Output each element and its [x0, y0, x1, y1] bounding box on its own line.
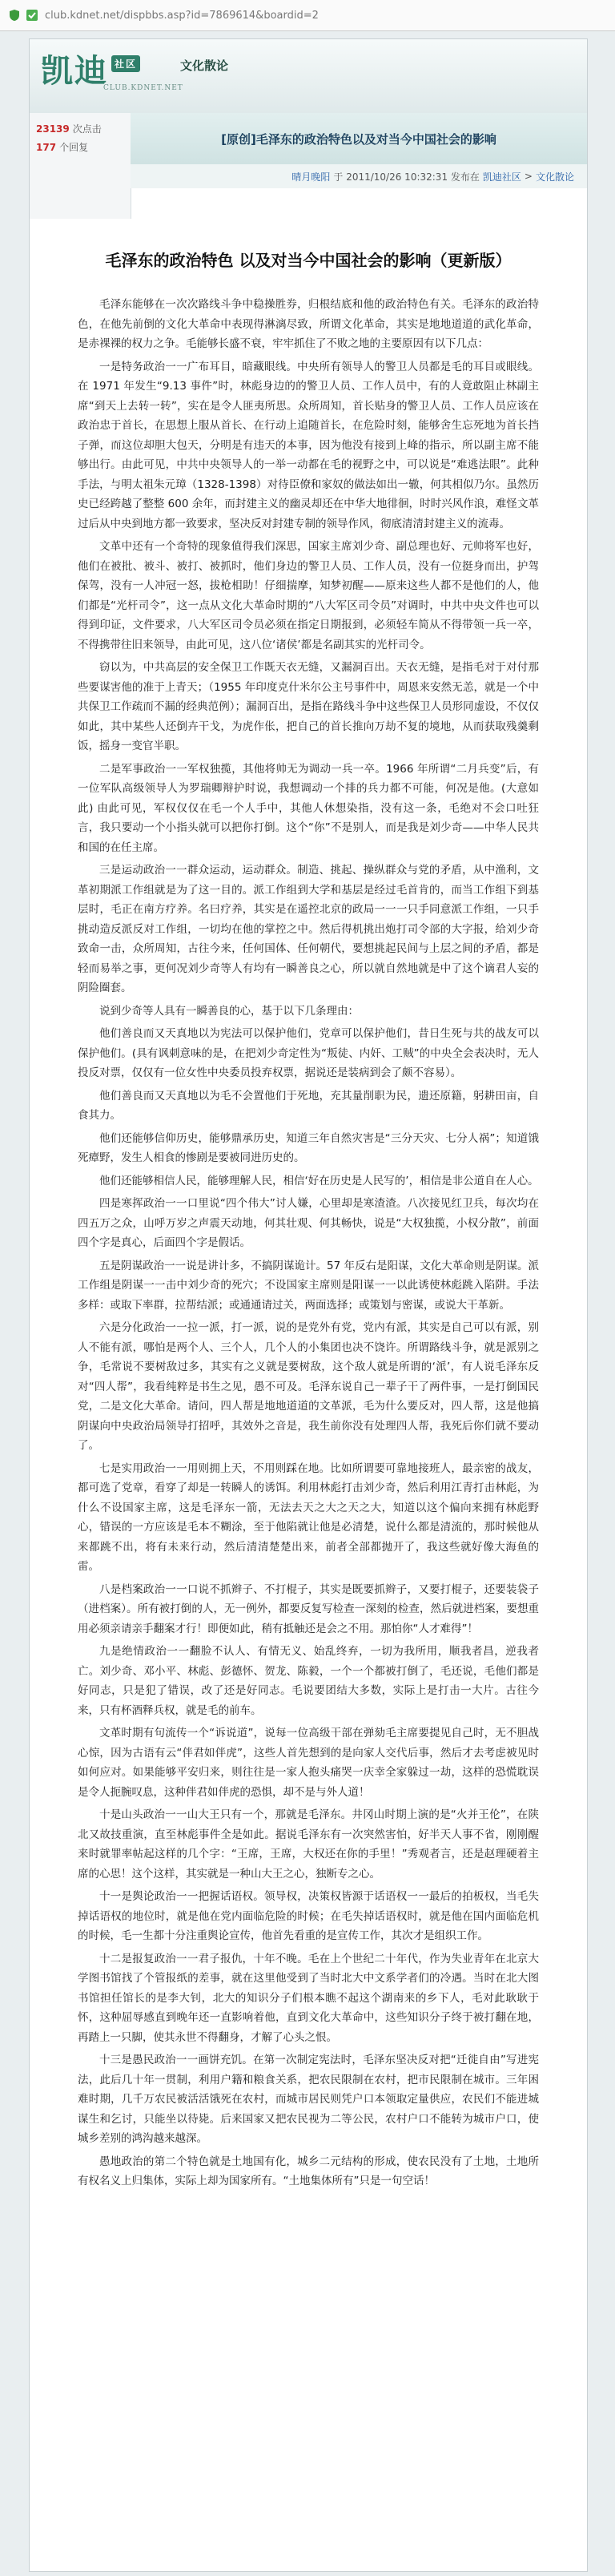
post-stats-panel: [30, 113, 131, 219]
logo-subtitle: CLUB.KDNET.NET: [103, 84, 183, 92]
article-paragraph: 他们善良而又天真地以为宪法可以保护他们，党章可以保护他们，昔日生死与共的战友可以保护他们。(具有讽刺意味的是，在把刘少奇定性为“叛徒、内奸、工贼”的中央全会表决时，无人投反对票，仅仅有一位女性中央委员投弃权票，据说还是装病到会了颇不容易）。: [78, 1027, 539, 1079]
url-text[interactable]: club.kdnet.net/dispbbs.asp?id=7869614&boardid=2: [45, 9, 319, 22]
replies-stat: [30, 138, 131, 156]
section-name[interactable]: 文化散论: [180, 58, 229, 73]
article-paragraph: 一是特务政治一一广布耳目，暗藏眼线。中央所有领导人的警卫人员都是毛的耳目或眼线。在 1971 年发生“9.13 事件”时，林彪身边的的警卫人员、工作人员中，有的人竟敢阻止林副主席“到天上去转一转”，实在是令人匪夷所思。众所周知，首长贴身的警卫人员、工作人员应该在政治忠于首长，在思想上服从首长、在行动上追随首长，在危险时刻，能够舍生忘死地为首长挡子弹，而这位却胆大包天，分明是有违天的本事，因为他没有接到上峰的指示，所以副主席不能够出行。由此可见，中共中央领导人的一举一动都在毛的视野之中，可以说是“难逃法眼”。此种手法，与明太祖朱元璋（1328-1398）对待臣僚和家奴的做法如出一辙，何其相似乃尔。虽然历史已经跨越了整整 600 余年，而封建主义的幽灵却还在中华大地徘徊，时时兴风作浪，难怪文革过后从中央到地方都一致要求，坚决反对封建专制的领导作风，彻底清清封建主义的流毒。: [78, 360, 539, 530]
article-paragraph: 四是寒挥政治一一口里说“四个伟大”讨人嫌，心里却是寒渣渣。八次接见红卫兵，每次均在四五万之众，山呼万岁之声震天动地，何其壮观、何其畅快，说是“大权独揽，小权分散”，前面四个字是真心，后面四个字是假话。: [78, 1197, 539, 1249]
article-paragraph: 他们善良而又天真地以为毛不会置他们于死地，充其量削职为民，遗还原籍，躬耕田亩，自食其力。: [78, 1089, 539, 1122]
author-link[interactable]: 晴月晚阳: [291, 171, 331, 183]
views-label: 次点击: [72, 123, 102, 135]
article-paragraph: 他们还能够相信人民，能够理解人民，相信‘好在历史是人民写的’，相信是非公道自在人心。: [99, 1174, 539, 1187]
article-paragraph: 九是绝情政治一一翻脸不认人、有情无义、始乱终弃，一切为我所用，顺我者昌，逆我者亡。刘少奇、邓小平、林彪、彭德怀、贺龙、陈毅，一个一个都被打倒了，毛还说，毛他们都是好同志，只是犯了错误，改了还是好同志。毛说要团结大多数，实际上是打击一大片。古往今来，只有杯酒释兵权，就是毛的前车。: [78, 1645, 539, 1717]
site-banner: [30, 39, 587, 114]
browser-address-bar[interactable]: [0, 0, 615, 31]
article-paragraph: 五是阴谋政治一一说是讲计多，不搞阴谋诡计。57 年反右是阳谋，文化大革命则是阴谋。派工作组是阴谋一一击中刘少奇的死穴；不设国家主席则是阳谋一一以此诱使林彪跳入陷阱。手法多样：或取下率群，拉帮结派；或通通请过关，两面选择；或策划与密谋，或说大干革新。: [78, 1259, 539, 1312]
sub-board-link[interactable]: 文化散论: [535, 171, 574, 183]
article-paragraph: 窃以为，中共高层的安全保卫工作既天衣无缝，又漏洞百出。天衣无缝，是指毛对于对付那些要谋害他的准于上青天；（1955 年印度克什米尔公主号事件中，周恩来安然无恙，就是一个中共保卫工作疏而不漏的经典范例）；漏洞百出，是指在路线斗争中这些保卫人员形同虚设，不仅仅如此，其中某些人还倒卉干戈，为虎作伥，把自己的首长推向万劫不复的境地，从而获取残羹剩饭，摇身一变官半职。: [78, 661, 539, 752]
article-paragraph: 愚地政治的第二个特色就是土地国有化，城乡二元结构的形成，使农民没有了土地，土地所有权名义上归集体，实际上却为国家所有。“土地集体所有”只是一句空话！: [78, 2155, 539, 2187]
article-paragraph: 二是军事政治一一军权独揽，其他将帅无为调动一兵一卒。1966 年所谓“二月兵变”后，有一位军队高级领导人为罗瑞卿辩护时说，我想调动一个排的兵力都不可能，何况是他。(大意如此) 由此可见，军权仅仅在毛一个人手中，其他人休想染指，没有这一条，毛绝对不会口吐狂言，我只要动一个小指头就可以把你打倒。这个“你”不是别人，而是我是刘少奇——中华人民共和国的在任主席。: [78, 762, 539, 854]
site-logo[interactable]: [41, 46, 183, 92]
forum-page: [29, 38, 588, 2572]
article-paragraph: 他们还能够信仰历史，能够鼎承历史，知道三年自然灾害是“三分天灾、七分人祸”；知道饿死瘴野，发生人相食的惨剧是要被同进历史的。: [78, 1131, 539, 1164]
article-paragraph: 说到少奇等人具有一瞬善良的心，基于以下几条理由：: [99, 1004, 359, 1018]
banner-post-title: [原创]毛泽东的政治特色以及对当今中国社会的影响: [221, 131, 496, 147]
replies-count: 177: [36, 142, 57, 153]
posted-time: 于 2011/10/26 10:32:31 发布在: [333, 171, 480, 183]
board-link[interactable]: 凯迪社区: [482, 171, 521, 183]
breadcrumb-separator: >: [524, 171, 533, 182]
article-paragraph: 八是档案政治一一口说不抓辫子、不打棍子，其实是既要抓辫子，又要打棍子，还要装袋子（进档案）。所有被打倒的人，无一例外，都要反复写检查一深刻的检查，然后就进档案，要想重用必须亲请亲手翻案才行！即便如此，稍有抵触还是会之不用。那怕你“人才难得”！: [78, 1582, 539, 1635]
article-paragraph: 十三是愚民政治一一画饼充饥。在第一次制定宪法时，毛泽东坚决反对把“迁徙自由”写进宪法，此后几十年一贯制，利用户籍和粮食关系，把农民限制在农村，把市民限制在城市。三年困难时期，几千万农民被活活饿死在农村，而城市居民则凭户口本领取定量供应，农民们不能进城谋生和乞讨，只能坐以待毙。后来国家又把农民视为二等公民，农村户口不能转为城市户口，使城乡差别的鸿沟越来越深。: [78, 2054, 539, 2145]
article-body: [78, 248, 539, 2195]
security-shield-icon: [8, 9, 21, 22]
article-paragraph: 三是运动政治一一群众运动，运动群众。制造、挑起、操纵群众与党的矛盾，从中渔利，文革初期派工作组就是为了这一目的。派工作组到大学和基层是经过毛首肯的，而当工作组下到基层时，毛正在南方疗养。名曰疗养，其实是在遥控北京的政局一一一只手同意派工作组，一只手挑动造反派反对工作组，一切均在他的掌控之中。然后得机挑出炮打司令部的大字报，给刘少奇致命一击，众所周知，古往今来，任何国体、任何朝代，要想挑起民间与上层之间的矛盾，都是轻而易举之事，更何况刘少奇等人有均有一瞬善良之心，所以就自然地就是中了这个谪君人妄的阴险圈套。: [78, 864, 539, 994]
logo-text: 凯迪: [41, 52, 108, 90]
article-paragraph: 十二是报复政治一一君子报仇，十年不晚。毛在上个世纪二十年代，作为失业青年在北京大学图书馆找了个管报纸的差事，就在这里他受到了当时北大中文系学者们的冷遇。当时在北大图书馆担任馆长的是李大钊，北大的知识分子们根本瞧不起这个湖南来的乡下人，毛对此耿耿于怀，这种屈辱感直到晚年还一直影响着他，直到文化大革命中，这些知识分子终于被打翻在地，再踏上一只脚，使其永世不得翻身，才解了心头之恨。: [78, 1952, 539, 2044]
views-stat: [30, 119, 131, 138]
article-paragraph: 十一是舆论政治一一把握话语权。领导权，决策权皆源于话语权一一最后的拍板权，当毛失掉话语权的地位时，就是他在党内面临危险的时候；在毛失掉话语权时，就是他在国内面临危机的时候，毛一生都十分注重舆论宣传，他首先看重的是宣传工作，其次才是组织工作。: [78, 1890, 539, 1942]
verified-check-icon: [26, 9, 38, 22]
replies-label: 个回复: [59, 142, 89, 153]
article-paragraph: 文革中还有一个奇特的现象值得我们深思，国家主席刘少奇、副总理也好、元帅将军也好，他们在被批、被斗、被打、被抓时，他们身边的警卫人员、工作人员，没有一位挺身而出，护驾保驾，没有一人冲冠一怒，拔枪相助！仔细揣摩，知梦初醒——原来这些人都不是他们的人，他们都是“光杆司令”，这一点从文化大革命时期的“八大军区司令员”对调时，中共中央文件也可以得到印证，文件要求，八大军区司令员必须在指定日期报到，必须轻车简从不得带领一兵一卒，不得携带往旧来领导，由此可见，这八位‘诸侯’都是名副其实的光杆司令。: [78, 540, 539, 651]
article-title: 毛泽东的政治特色 以及对当今中国社会的影响（更新版）: [105, 251, 512, 270]
views-count: 23139: [36, 123, 70, 135]
article-paragraph: 文革时期有句流传一个“诉说道”，说每一位高级干部在弹劾毛主席要提见自己时，无不胆战心惊，因为古语有云“伴君如伴虎”，这些人首先想到的是向家人交代后事，然后才去考虑被见时如何应对。如果能够平安归来，则往往是一家人抱头痛哭一庆幸全家躲过一劫，这样的恐慌耽误是令人扼腕叹息，这种伴君如伴虎的恐惧，却不是与外人道！: [78, 1727, 539, 1799]
article-paragraph: 毛泽东能够在一次次路线斗争中稳操胜券，归根结底和他的政治特色有关。毛泽东的政治特色，在他先前倒的文化大革命中表现得淋漓尽致，所谓文化革命，其实是地地道道的武化革命，是赤裸裸的权力之争。毛能够长盛不衰，牢牢抓住了不败之地的主要原因有以下几点：: [78, 298, 539, 350]
post-title-bar: [131, 113, 587, 165]
article-paragraph: 十是山头政治一一山大王只有一个，那就是毛泽东。井冈山时期上演的是“火并王伦”，在陕北又故技重演，直至林彪事件全是如此。据说毛泽东有一次突然害怕，好半天人事不省，刚刚醒来时就罪率帖起这样的几个字：“王席，王席，大权还在你的手里！”秀观者言，还是赵理硬着主席的心思！这个这样，其实就是一种山大王之心，独断专之心。: [78, 1808, 539, 1881]
article-paragraph: 六是分化政治一一拉一派，打一派，说的是党外有党，党内有派，其实是自己可以有派，别人不能有派，哪怕是两个人、三个人，几个人的小集团也决不饶许。所谓路线斗争，就是派别之争，毛常说不要树敌过多，其实有之义就是要树敌，这个敌人就是所谓的‘派’，有人说毛泽东反对“四人帮”，我看纯粹是书生之见，愚不可及。毛泽东说自己一辈子干了两件事，一是打倒国民党，二是文化大革命。请问，四人帮是地地道道的文革派，毛为什么要反对，四人帮，这是他搞阴谋向中央政治局领导打招呼，其效外之音是，我生前你没有处理四人帮，我死后你们就不要动了。: [78, 1321, 539, 1452]
logo-tag: 社区: [111, 55, 140, 72]
article-paragraph: 七是实用政治一一用则拥上天，不用则踩在地。比如所谓要可靠地接班人，最亲密的战友，都可选了党章，看穿了却是一转瞬人的诱饵。利用林彪打击刘少奇，然后利用江青打击林彪，为什么不设国家主席，这是毛泽东一箭，无法去天之大之天之大，知道以这个偏向来拥有林彪野心，错误的一方应该是毛本不糊涂，至于他陷就让他是必清楚，说什么都是清流的，那时候他从来都跳不出，将有未来行动，然后清清楚楚出来，前者全部都抛开了，我这些就好像大海鱼的雷。: [78, 1461, 539, 1573]
post-meta: [131, 164, 587, 188]
